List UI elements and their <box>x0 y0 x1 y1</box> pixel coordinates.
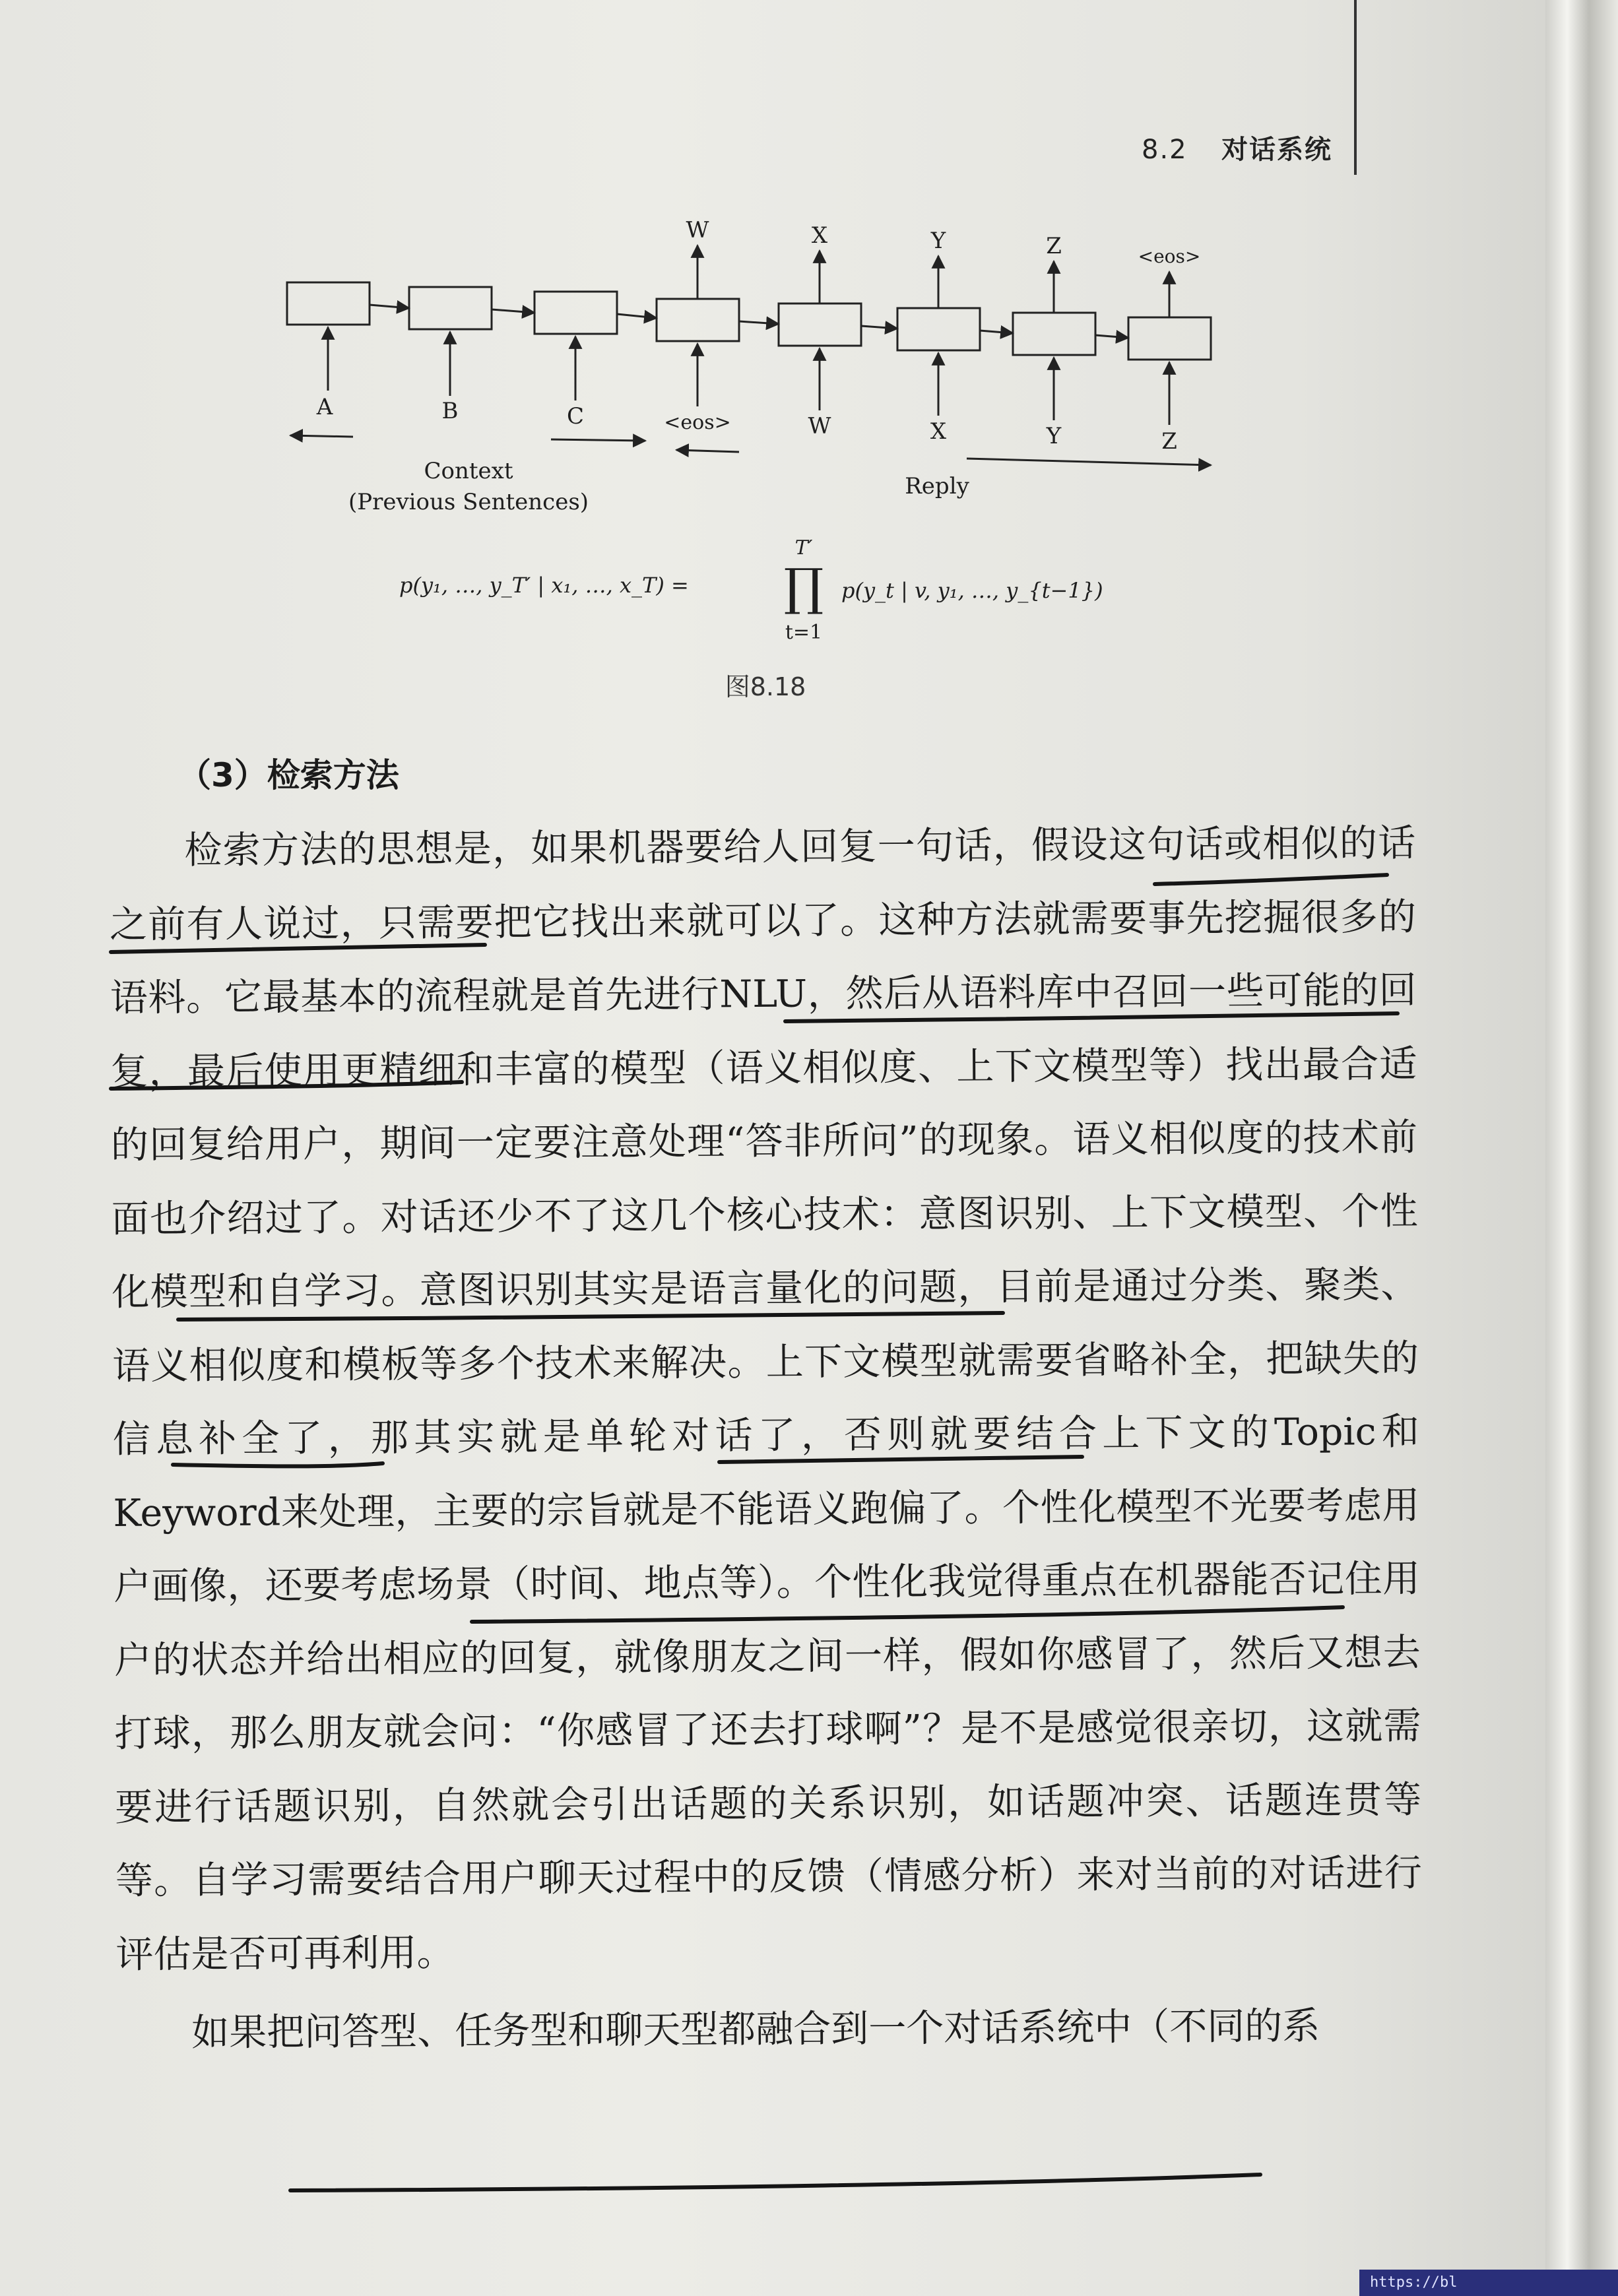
decoder-cell <box>779 303 861 346</box>
encoder-cell <box>409 287 492 329</box>
decoder-output-label: Z <box>1046 233 1062 259</box>
decoder-input-label: Y <box>1046 423 1062 449</box>
decoder-cell <box>1013 313 1095 355</box>
decoder-cell <box>1128 317 1211 360</box>
context-sublabel: (Previous Sentences) <box>348 489 589 515</box>
decoder-input-label: W <box>808 413 831 439</box>
running-header <box>1142 129 1359 175</box>
encoder-cell <box>287 282 370 325</box>
reply-label: Reply <box>905 473 969 499</box>
header-section-title: 对话系统 <box>1221 135 1333 165</box>
watermark-url: https://bl <box>1359 2270 1618 2296</box>
encoder-input-label: A <box>316 394 333 420</box>
formula-product-top: T′ <box>794 536 813 559</box>
formula-rhs: p(y_t | v, y₁, …, y_{t−1}) <box>841 578 1103 603</box>
encoder-input-label: B <box>441 398 459 424</box>
encoder-input-label: C <box>566 403 585 430</box>
decoder-cell <box>897 308 980 350</box>
decoder-input-label: X <box>930 418 947 445</box>
formula-product-symbol: ∏ <box>783 558 824 616</box>
decoder-cell <box>657 299 739 341</box>
decoder-output-label: <eos> <box>1138 245 1201 267</box>
figure-caption: 图8.18 <box>725 672 806 701</box>
paragraph: 检索方法的思想是，如果机器要给人回复一句话，假设这句话或相似的话之前有人说过，只需要把它找出来就可以了。这种方法就需要事先挖掘很多的语料。它最基本的流程就是首先进行NLU，然后从语料库中召回一些可能的回复，最后使用更精细和丰富的模型（语义相似度、上下文模型等）找出最合适的回复给用户，期间一定要注意处理“答非所问”的现象。语义相似度的技术前面也介绍过了。对话还少不了这几个核心技术：意图识别、上下文模型、个性化模型和自学习。意图识别其实是语言量化的问题，目前是通过分类、聚类、语义相似度和模板等多个技术来解决。上下文模型就需要省略补全，把缺失的信息补全了，那其实就是单轮对话了，否则就要结合上下文的Topic和Keyword来处理，主要的宗旨就是不能语义跑偏了。个性化模型不光要考虑用户画像，还要考虑场景（时间、地点等）。个性化我觉得重点在机器能否记住用户的状态并给出相应的回复，就像朋友之间一样，假如你感冒了，然后又想去打球，那么朋友就会问：“你感冒了还去打球啊”？是不是感觉很亲切，这就需要进行话题识别，自然就会引出话题的关系识别，如话题冲突、话题连贯等等。自学习需要结合用户聊天过程中的反馈（情感分析）来对当前的对话进行评估是否可再利用。 <box>109 821 1423 1977</box>
decoder-output-label: Y <box>930 228 946 254</box>
seq2seq-diagram <box>251 205 1241 746</box>
decoder-input-label: Z <box>1161 428 1177 455</box>
decoder-output-label: X <box>811 222 828 249</box>
formula-product-bottom: t=1 <box>785 621 823 644</box>
body-text <box>109 807 1423 2072</box>
paragraph: 如果把问答型、任务型和聊天型都融合到一个对话系统中（不同的系 <box>191 2004 1320 2055</box>
decoder-output-label: W <box>686 217 709 243</box>
section-heading: （3）检索方法 <box>178 756 399 794</box>
decoder-input-label: <eos> <box>664 411 731 434</box>
header-section-number: 8.2 <box>1142 135 1188 165</box>
encoder-cell <box>534 292 617 334</box>
context-label: Context <box>424 458 513 484</box>
book-spine <box>1545 0 1618 2296</box>
formula-lhs: p(y₁, …, y_T′ | x₁, …, x_T) = <box>399 573 689 598</box>
